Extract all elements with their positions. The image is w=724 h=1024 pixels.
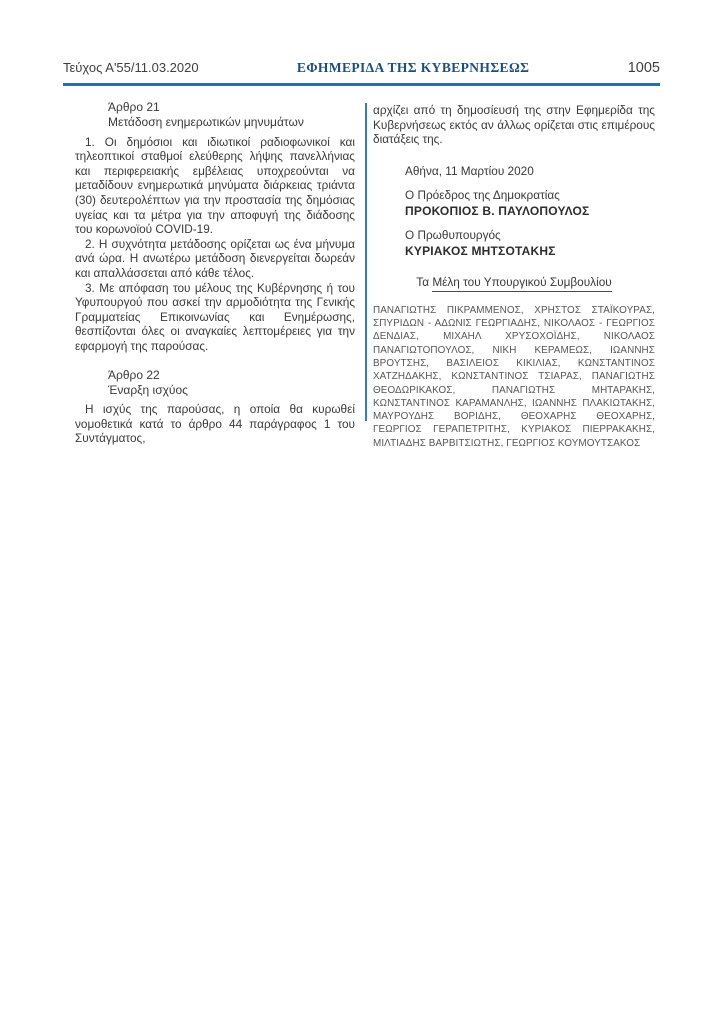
cabinet-heading-underlined: Μέλη του Υπουργικού Συμβουλίου (432, 275, 611, 292)
prime-minister-name: ΚΥΡΙΑΚΟΣ ΜΗΤΣΟΤΑΚΗΣ (405, 243, 556, 258)
left-column (75, 100, 355, 446)
page-header (63, 60, 660, 86)
article-21-heading (108, 100, 355, 131)
article-22-subtitle: Έναρξη ισχύος (108, 382, 188, 397)
cabinet-heading-prefix: Τα (416, 274, 433, 289)
president-name: ΠΡΟΚΟΠΙΟΣ Β. ΠΑΥΛΟΠΟΥΛΟΣ (405, 203, 590, 218)
president-role: Ο Πρόεδρος της Δημοκρατίας (405, 187, 560, 202)
column-divider (365, 103, 367, 421)
cabinet-heading (373, 275, 655, 292)
article-22-paragraph-1: Η ισχύς της παρούσας, η οποία θα κυρωθεί νομοθετικά κατά το άρθρο 44 παράγραφος 1 του Συντάγματος, (75, 402, 355, 446)
article-21-subtitle: Μετάδοση ενημερωτικών μηνυμάτων (108, 115, 304, 130)
right-column (373, 100, 655, 450)
article-22-title: Άρθρο 22 (108, 367, 160, 382)
article-21-paragraph-2: 2. Η συχνότητα μετάδοσης ορίζεται ως ένα μήνυμα ανά ώρα. Η ανωτέρω μετάδοση διενεργείται δωρεάν και απαλλάσσεται από κάθε τέλος. (75, 236, 355, 280)
prime-minister-role: Ο Πρωθυπουργός (405, 227, 501, 242)
gazette-title: ΕΦΗΜΕΡΙΔΑ ΤΗΣ ΚΥΒΕΡΝΗΣΕΩΣ (296, 60, 530, 75)
signature-block (405, 164, 655, 258)
page-number: 1005 (627, 60, 660, 76)
cabinet-members-list: ΠΑΝΑΓΙΩΤΗΣ ΠΙΚΡΑΜΜΕΝΟΣ, ΧΡΗΣΤΟΣ ΣΤΑΪΚΟΥΡΑΣ, ΣΠΥΡΙΔΩΝ - ΑΔΩΝΙΣ ΓΕΩΡΓΙΑΔΗΣ, ΝΙΚΟΛΑΟΣ - ΓΕΩΡΓΙΟΣ ΔΕΝΔΙΑΣ, ΜΙΧΑΗΛ ΧΡΥΣΟΧΟΪΔΗΣ, ΝΙΚΟΛΑΟΣ ΠΑΝΑΓΙΩΤΟΠΟΥΛΟΣ, ΝΙΚΗ ΚΕΡΑΜΕΩΣ, ΙΩΑΝΝΗΣ ΒΡΟΥΤΣΗΣ, ΒΑΣΙΛΕΙΟΣ ΚΙΚΙΛΙΑΣ, ΚΩΝΣΤΑΝΤΙΝΟΣ ΧΑΤΖΗΔΑΚΗΣ, ΚΩΝΣΤΑΝΤΙΝΟΣ ΤΣΙΑΡΑΣ, ΠΑΝΑΓΙΩΤΗΣ ΘΕΟΔΩΡΙΚΑΚΟΣ, ΠΑΝΑΓΙΩΤΗΣ ΜΗΤΑΡΑΚΗΣ, ΚΩΝΣΤΑΝΤΙΝΟΣ ΚΑΡΑΜΑΝΛΗΣ, ΙΩΑΝΝΗΣ ΠΛΑΚΙΩΤΑΚΗΣ, ΜΑΥΡΟΥΔΗΣ ΒΟΡΙΔΗΣ, ΘΕΟΧΑΡΗΣ ΘΕΟΧΑΡΗΣ, ΓΕΩΡΓΙΟΣ ΓΕΡΑΠΕΤΡΙΤΗΣ, ΚΥΡΙΑΚΟΣ ΠΙΕΡΡΑΚΑΚΗΣ, ΜΙΛΤΙΑΔΗΣ ΒΑΡΒΙΤΣΙΩΤΗΣ, ΓΕΩΡΓΙΟΣ ΚΟΥΜΟΥΤΣΑΚΟΣ (373, 304, 655, 449)
date-place: Αθήνα, 11 Μαρτίου 2020 (405, 163, 534, 178)
issue-label: Τεύχος Α'55/11.03.2020 (63, 60, 199, 75)
continuation-paragraph: αρχίζει από τη δημοσίευσή της στην Εφημερίδα της Κυβερνήσεως εκτός αν άλλως ορίζεται στις επιμέρους διατάξεις της. (373, 103, 655, 147)
article-21-paragraph-3: 3. Με απόφαση του μέλους της Κυβέρνησης ή του Υφυπουργού που ασκεί την αρμοδιότητα της Γενικής Γραμματείας Επικοινωνίας και Ενημέρωσης, θεσπίζονται όλες οι αναγκαίες λεπτομέρειες για την εφαρμογή της παρούσας. (75, 280, 355, 353)
article-21-paragraph-1: 1. Οι δημόσιοι και ιδιωτικοί ραδιοφωνικοί και τηλεοπτικοί σταθμοί ελεύθερης λήψης πανελλήνιας και περιφερειακής εμβέλειας υποχρεούνται να μεταδίδουν ενημερωτικά μηνύματα διάρκειας τριάντα (30) δευτερολέπτων για την προστασία της δημόσιας υγείας και τα μέτρα για την αποφυγή της διάδοσης του κορωνοϊού COVID-19. (75, 134, 355, 237)
article-21-title: Άρθρο 21 (108, 100, 160, 114)
article-22-heading (108, 368, 355, 399)
